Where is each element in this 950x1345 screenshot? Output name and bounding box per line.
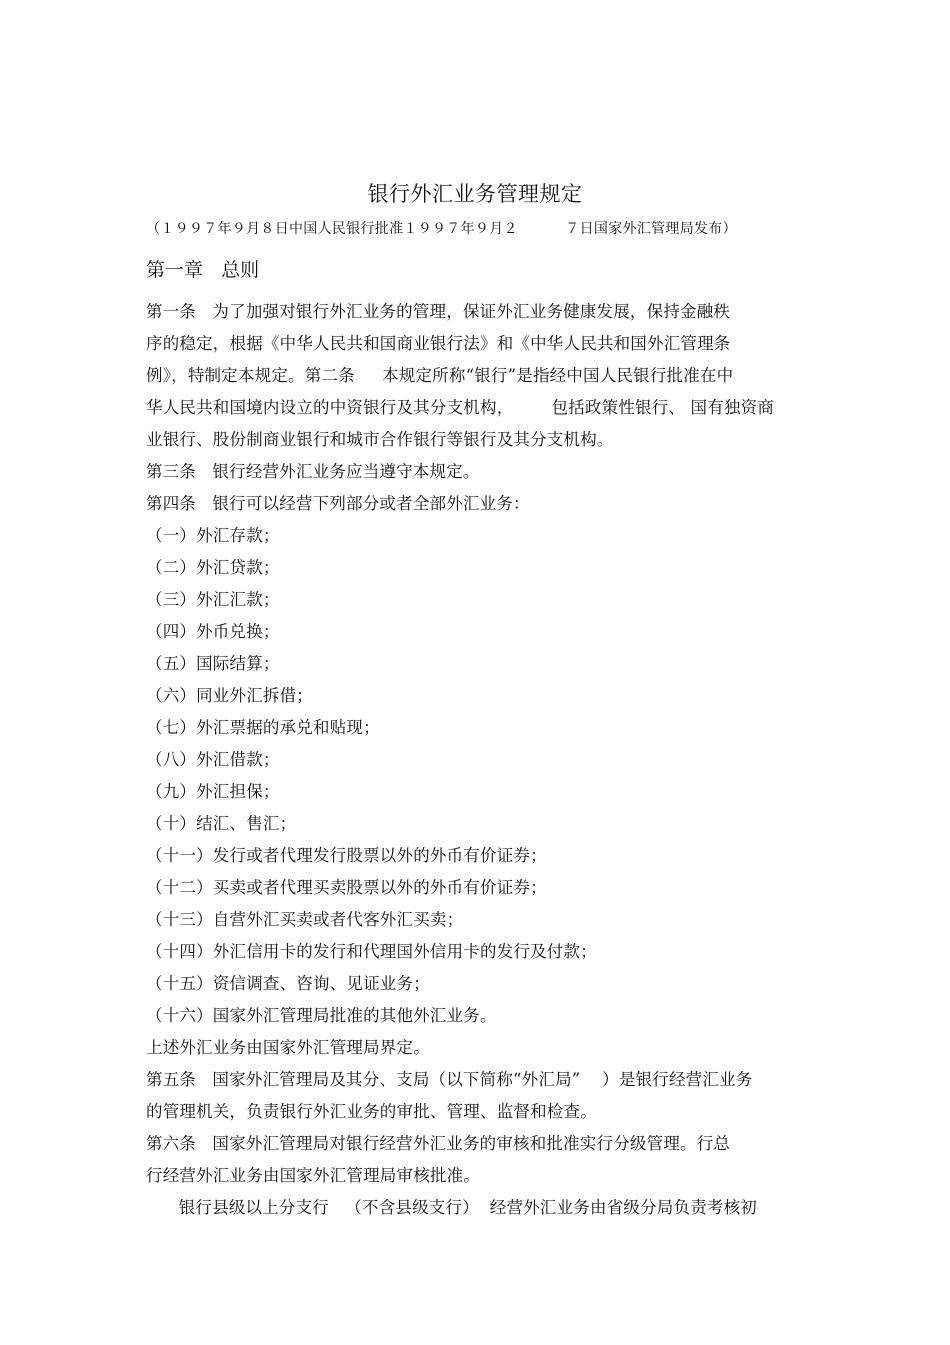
document-title: 银行外汇业务管理规定	[367, 182, 583, 206]
list-item: （七）外汇票据的承兑和贴现；	[146, 718, 380, 737]
list-item: （十一）发行或者代理发行股票以外的外币有价证券；	[146, 846, 547, 865]
list-item: （八）外汇借款；	[146, 750, 280, 769]
text-line: 例》，特制定本规定。第二条 本规定所称“银行”是指经中国人民银行批准在中	[146, 366, 734, 385]
text-line: 第三条 银行经营外汇业务应当遵守本规定。	[146, 462, 480, 481]
list-item: （十五）资信调查、咨询、见证业务；	[146, 974, 430, 993]
text-line: 第一条 为了加强对银行外汇业务的管理，保证外汇业务健康发展，保持金融秩	[146, 302, 731, 321]
list-item: （十四）外汇信用卡的发行和代理国外信用卡的发行及付款；	[146, 942, 597, 961]
text-line: 银行县级以上分支行 （不含县级支行） 经营外汇业务由省级分局负责考核初	[146, 1198, 757, 1217]
text-line: 的管理机关，负责银行外汇业务的审批、管理、监督和检查。	[146, 1102, 597, 1121]
chapter-heading: 第一章 总则	[146, 259, 260, 281]
document-subtitle: （１９９７年９月８日中国人民银行批准１９９７年９月２ ７日国家外汇管理局发布）	[146, 221, 737, 237]
list-item: （九）外汇担保；	[146, 782, 280, 801]
text-line: 第五条 国家外汇管理局及其分、支局（以下简称“外汇局” ）是银行经营汇业务	[146, 1070, 753, 1089]
text-line: 行经营外汇业务由国家外汇管理局审核批准。	[146, 1166, 480, 1185]
text-line: 序的稳定，根据《中华人民共和国商业银行法》和《中华人民共和国外汇管理条	[146, 334, 731, 353]
list-item: （一）外汇存款；	[146, 526, 280, 545]
list-item: （四）外币兑换；	[146, 622, 280, 641]
text-line: 业银行、股份制商业银行和城市合作银行等银行及其分支机构。	[146, 430, 614, 449]
list-item: （五）国际结算；	[146, 654, 280, 673]
list-item: （二）外汇贷款；	[146, 558, 280, 577]
list-item: （三）外汇汇款；	[146, 590, 280, 609]
text-line: 第四条 银行可以经营下列部分或者全部外汇业务：	[146, 494, 530, 513]
list-item: （十）结汇、售汇；	[146, 814, 297, 833]
text-line: 第六条 国家外汇管理局对银行经营外汇业务的审核和批准实行分级管理。行总	[146, 1134, 731, 1153]
list-item: （六）同业外汇拆借；	[146, 686, 313, 705]
list-item: （十三）自营外汇买卖或者代客外汇买卖；	[146, 910, 464, 929]
document-body	[146, 296, 826, 1224]
list-item: （十二）买卖或者代理买卖股票以外的外币有价证券；	[146, 878, 547, 897]
text-line: 华人民共和国境内设立的中资银行及其分支机构， 包括政策性银行、 国有独资商	[146, 398, 775, 417]
text-line: 上述外汇业务由国家外汇管理局界定。	[146, 1038, 430, 1057]
list-item: （十六）国家外汇管理局批准的其他外汇业务。	[146, 1006, 497, 1025]
